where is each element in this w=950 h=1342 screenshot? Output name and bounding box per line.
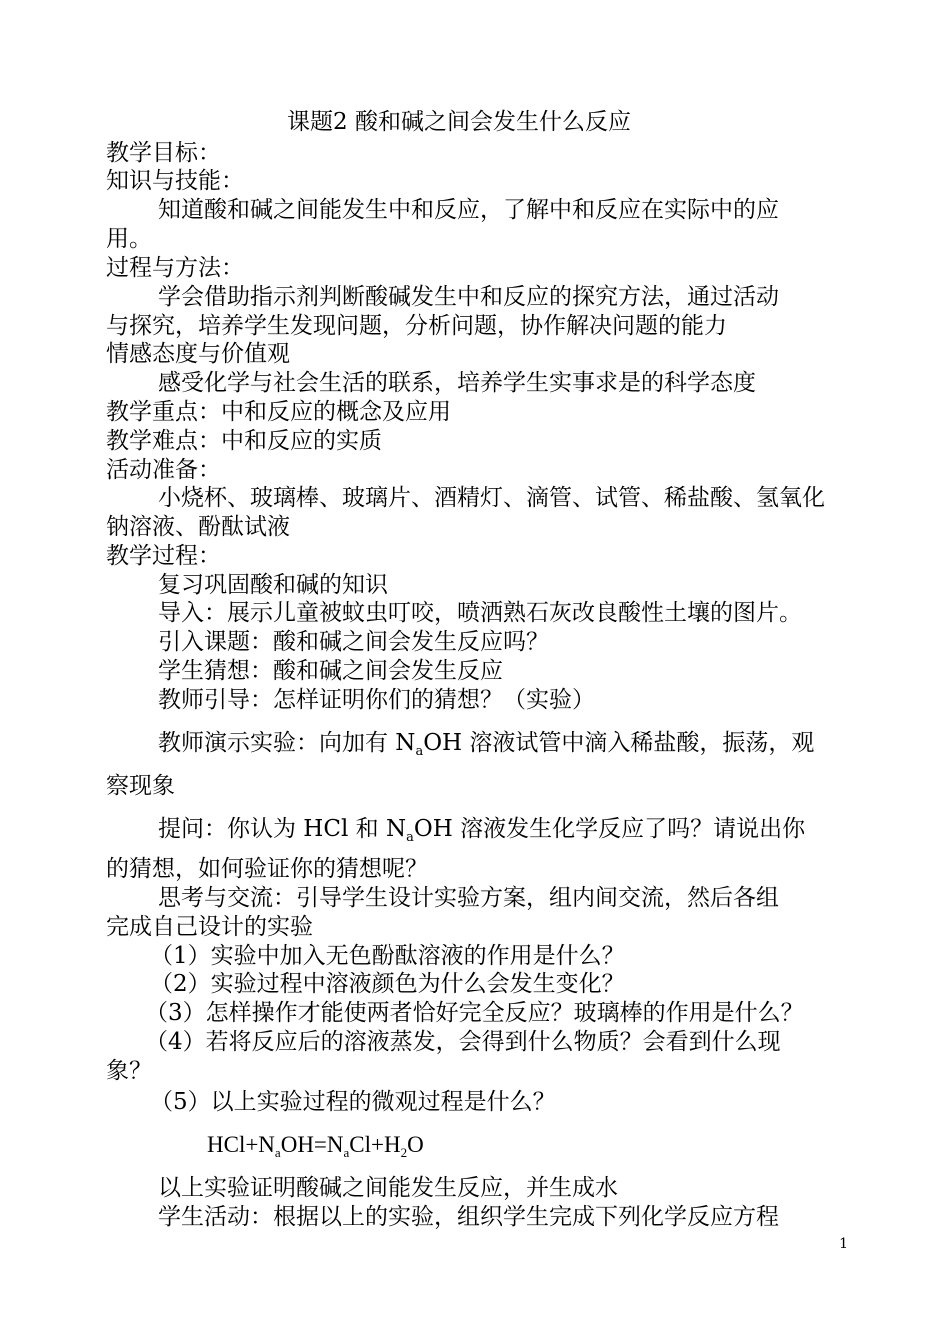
text-segment: OH 溶液试管中滴入稀盐酸，振荡，观 — [423, 730, 815, 756]
chemical-equation — [207, 1131, 424, 1159]
text-line: 与探究，培养学生发现问题，分析问题，协作解决问题的能力 — [106, 313, 727, 339]
subscript: a — [406, 830, 414, 845]
text-line: 察现象 — [106, 773, 175, 799]
text-line: 小烧杯、玻璃棒、玻璃片、酒精灯、滴管、试管、稀盐酸、氢氧化 — [158, 485, 825, 511]
text-line: 学生活动：根据以上的实验，组织学生完成下列化学反应方程 — [158, 1204, 779, 1230]
question-3: （3）怎样操作才能使两者恰好完全反应？玻璃棒的作用是什么？ — [145, 1000, 804, 1026]
heading-knowledge: 知识与技能： — [106, 168, 244, 194]
text-line — [158, 815, 805, 843]
equation-part: HCl+N — [207, 1132, 275, 1157]
text-line: 知道酸和碱之间能发生中和反应，了解中和反应在实际中的应 — [158, 197, 779, 223]
subscript: 2 — [400, 1145, 408, 1160]
subscript: a — [415, 744, 424, 759]
heading-process-method: 过程与方法： — [106, 255, 244, 281]
equation-part: Cl+H — [349, 1132, 401, 1157]
text-line: 的猜想，如何验证你的猜想呢？ — [106, 856, 428, 882]
text-segment: OH 溶液发生化学反应了吗？请说出你 — [413, 816, 806, 842]
text-line: 教师引导：怎样证明你们的猜想？（实验） — [158, 687, 595, 713]
text-line: 导入：展示儿童被蚊虫叮咬，喷洒熟石灰改良酸性土壤的图片。 — [158, 600, 802, 626]
text-line: 学会借助指示剂判断酸碱发生中和反应的探究方法，通过活动 — [158, 284, 779, 310]
equation-part: O — [407, 1132, 424, 1157]
text-line: 学生猜想：酸和碱之间会发生反应 — [158, 658, 503, 684]
text-line: 思考与交流：引导学生设计实验方案，组内间交流，然后各组 — [158, 885, 779, 911]
text-line: 完成自己设计的实验 — [106, 914, 313, 940]
text-line: 象？ — [106, 1058, 152, 1084]
difficult-points: 教学难点：中和反应的实质 — [106, 428, 382, 454]
text-segment: 教师演示实验：向加有 N — [158, 730, 416, 756]
text-segment: 提问：你认为 HCl 和 N — [158, 816, 407, 842]
text-line: 用。 — [106, 226, 152, 252]
question-4: （4）若将反应后的溶液蒸发，会得到什么物质？会看到什么现 — [145, 1029, 781, 1055]
text-line: 复习巩固酸和碱的知识 — [158, 572, 388, 598]
heading-preparation: 活动准备： — [106, 457, 221, 483]
page-title: 课题2 酸和碱之间会发生什么反应 — [287, 109, 631, 135]
heading-teaching-process: 教学过程： — [106, 543, 221, 569]
subscript: a — [274, 1145, 281, 1160]
text-line: 引入课题：酸和碱之间会发生反应吗？ — [158, 629, 549, 655]
text-line — [158, 729, 814, 757]
text-line: 钠溶液、酚酞试液 — [106, 514, 290, 540]
heading-attitude: 情感态度与价值观 — [106, 341, 290, 367]
heading-objectives: 教学目标： — [106, 140, 221, 166]
equation-part: OH=N — [280, 1132, 344, 1157]
question-5: （5）以上实验过程的微观过程是什么？ — [150, 1089, 556, 1115]
page-number: 1 — [839, 1236, 848, 1252]
text-line: 感受化学与社会生活的联系，培养学生实事求是的科学态度 — [158, 370, 756, 396]
subscript: a — [343, 1145, 350, 1160]
question-1: （1）实验中加入无色酚酞溶液的作用是什么？ — [150, 943, 625, 969]
key-points: 教学重点：中和反应的概念及应用 — [106, 399, 451, 425]
question-2: （2）实验过程中溶液颜色为什么会发生变化？ — [150, 971, 625, 997]
text-line: 以上实验证明酸碱之间能发生反应，并生成水 — [158, 1175, 618, 1201]
